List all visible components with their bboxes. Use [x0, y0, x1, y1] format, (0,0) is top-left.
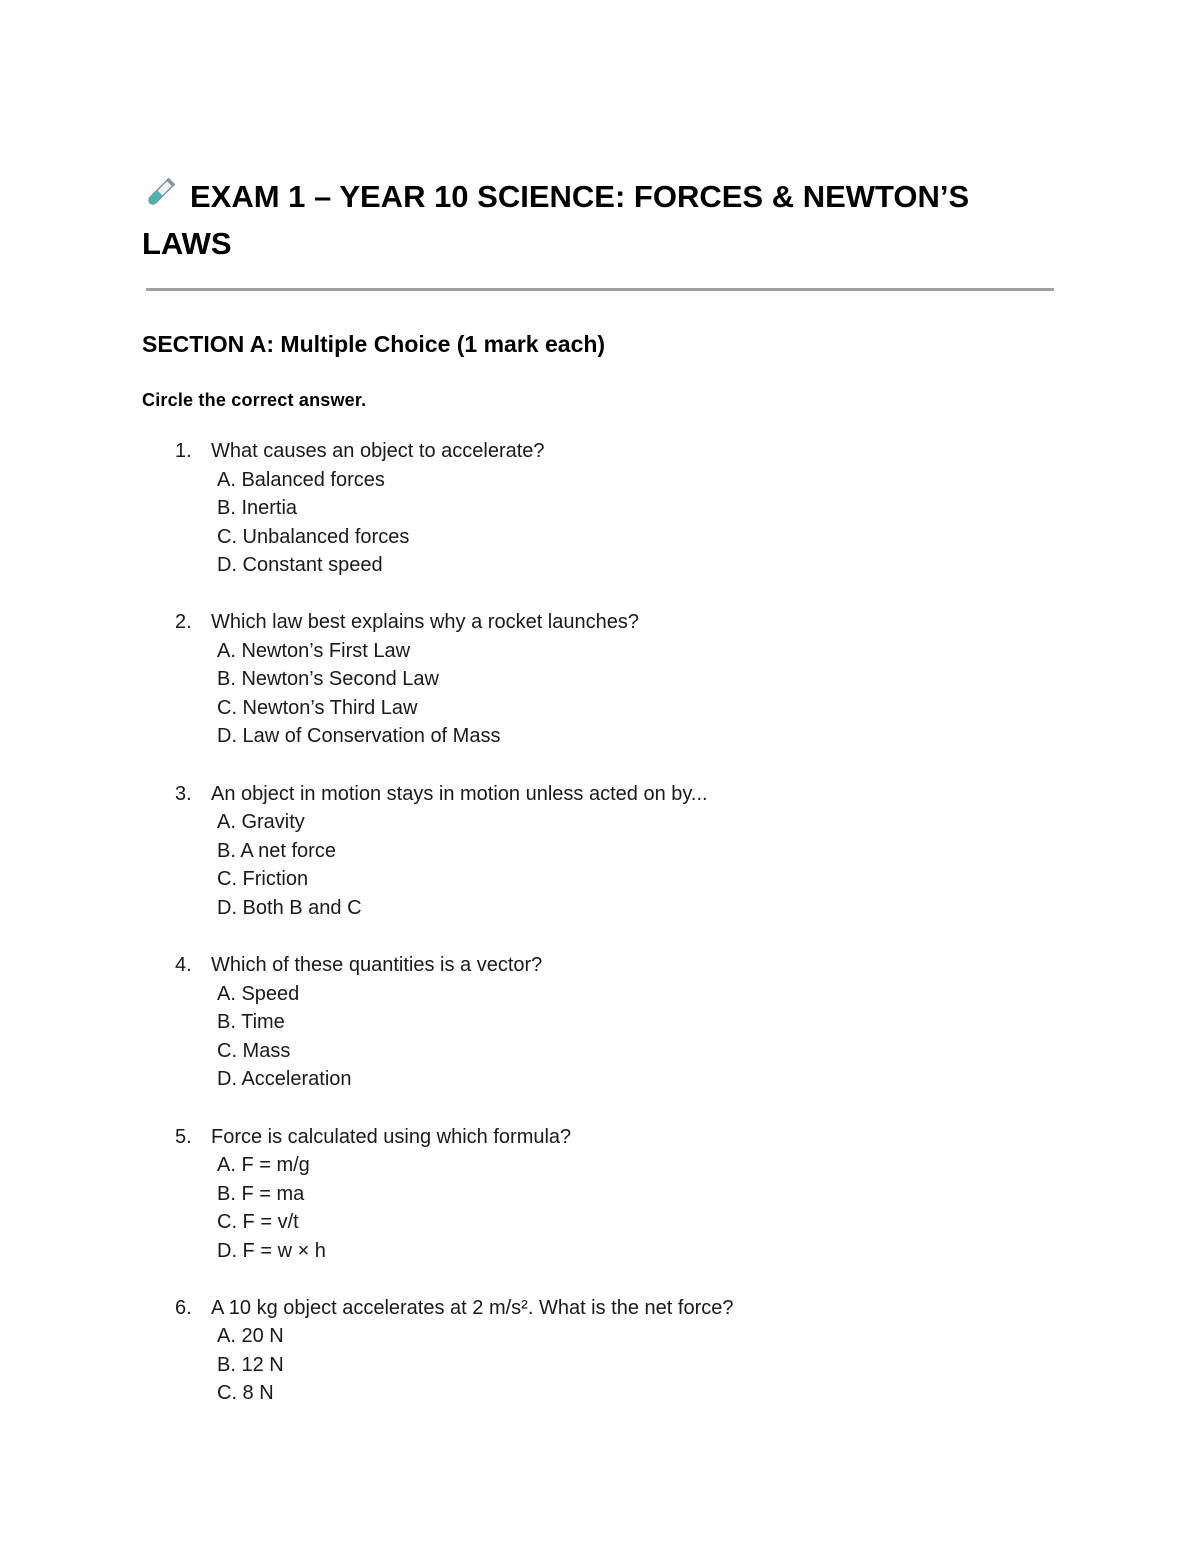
question-number: 1.: [175, 440, 192, 462]
answer-option[interactable]: C. Unbalanced forces: [217, 525, 410, 548]
answer-option[interactable]: A. 20 N: [217, 1325, 284, 1348]
question-number: 2.: [175, 611, 192, 634]
answer-option[interactable]: D. F = w × h: [217, 1239, 326, 1262]
answer-options: [217, 980, 352, 1094]
question-number: 3.: [175, 782, 192, 805]
answer-option[interactable]: B. A net force: [217, 839, 336, 862]
answer-options: [217, 1151, 326, 1265]
answer-option[interactable]: B. Inertia: [217, 497, 298, 519]
answer-option[interactable]: A. F = m/g: [217, 1154, 310, 1177]
answer-option[interactable]: D. Both B and C: [217, 896, 362, 919]
answer-option[interactable]: C. Friction: [217, 868, 309, 891]
answer-option[interactable]: D. Acceleration: [217, 1068, 352, 1091]
answer-options: [217, 808, 362, 922]
answer-options: [217, 637, 500, 751]
question-number: 4.: [175, 954, 192, 977]
answer-option[interactable]: A. Speed: [217, 982, 300, 1005]
answer-option[interactable]: C. F = v/t: [217, 1211, 299, 1234]
question-number: 5.: [175, 1125, 192, 1148]
question-item: [0, 951, 1200, 1122]
answer-option[interactable]: D. Law of Conservation of Mass: [217, 725, 501, 748]
answer-option[interactable]: A. Balanced forces: [217, 468, 385, 491]
question-item: [0, 608, 1200, 779]
answer-option[interactable]: C. Newton’s Third Law: [217, 696, 418, 719]
question-list: [0, 437, 1200, 1465]
question-text: Which law best explains why a rocket launches?: [211, 611, 639, 634]
answer-option[interactable]: B. F = ma: [217, 1182, 305, 1205]
exam-title-text: EXAM 1 – YEAR 10 SCIENCE: FORCES & NEWTON’S LAWS: [142, 179, 970, 261]
answer-options: [217, 466, 409, 580]
exam-title: [142, 175, 1062, 265]
answer-option[interactable]: B. 12 N: [217, 1353, 284, 1376]
question-item: [0, 1294, 1200, 1465]
answer-option[interactable]: A. Gravity: [217, 811, 305, 834]
section-heading: SECTION A: Multiple Choice (1 mark each): [142, 331, 606, 357]
question-text: A 10 kg object accelerates at 2 m/s². What is the net force?: [211, 1296, 734, 1319]
question-text: Which of these quantities is a vector?: [211, 954, 543, 977]
question-item: [0, 780, 1200, 951]
test-tube-icon: [142, 175, 178, 222]
horizontal-divider: [146, 288, 1054, 291]
answer-option[interactable]: A. Newton’s First Law: [217, 639, 411, 662]
question-text: An object in motion stays in motion unless acted on by...: [211, 782, 708, 805]
answer-option[interactable]: C. Mass: [217, 1039, 291, 1062]
answer-options: [217, 1322, 284, 1408]
question-number: 6.: [175, 1296, 192, 1319]
question-text: Force is calculated using which formula?: [211, 1125, 572, 1148]
instruction-text: Circle the correct answer.: [142, 390, 367, 410]
answer-option[interactable]: D. Constant speed: [217, 554, 383, 576]
question-item: [0, 437, 1200, 608]
question-text: What causes an object to accelerate?: [211, 440, 545, 462]
answer-option[interactable]: B. Newton’s Second Law: [217, 668, 439, 691]
question-item: [0, 1123, 1200, 1294]
answer-option[interactable]: C. 8 N: [217, 1382, 274, 1405]
answer-option[interactable]: B. Time: [217, 1011, 285, 1034]
